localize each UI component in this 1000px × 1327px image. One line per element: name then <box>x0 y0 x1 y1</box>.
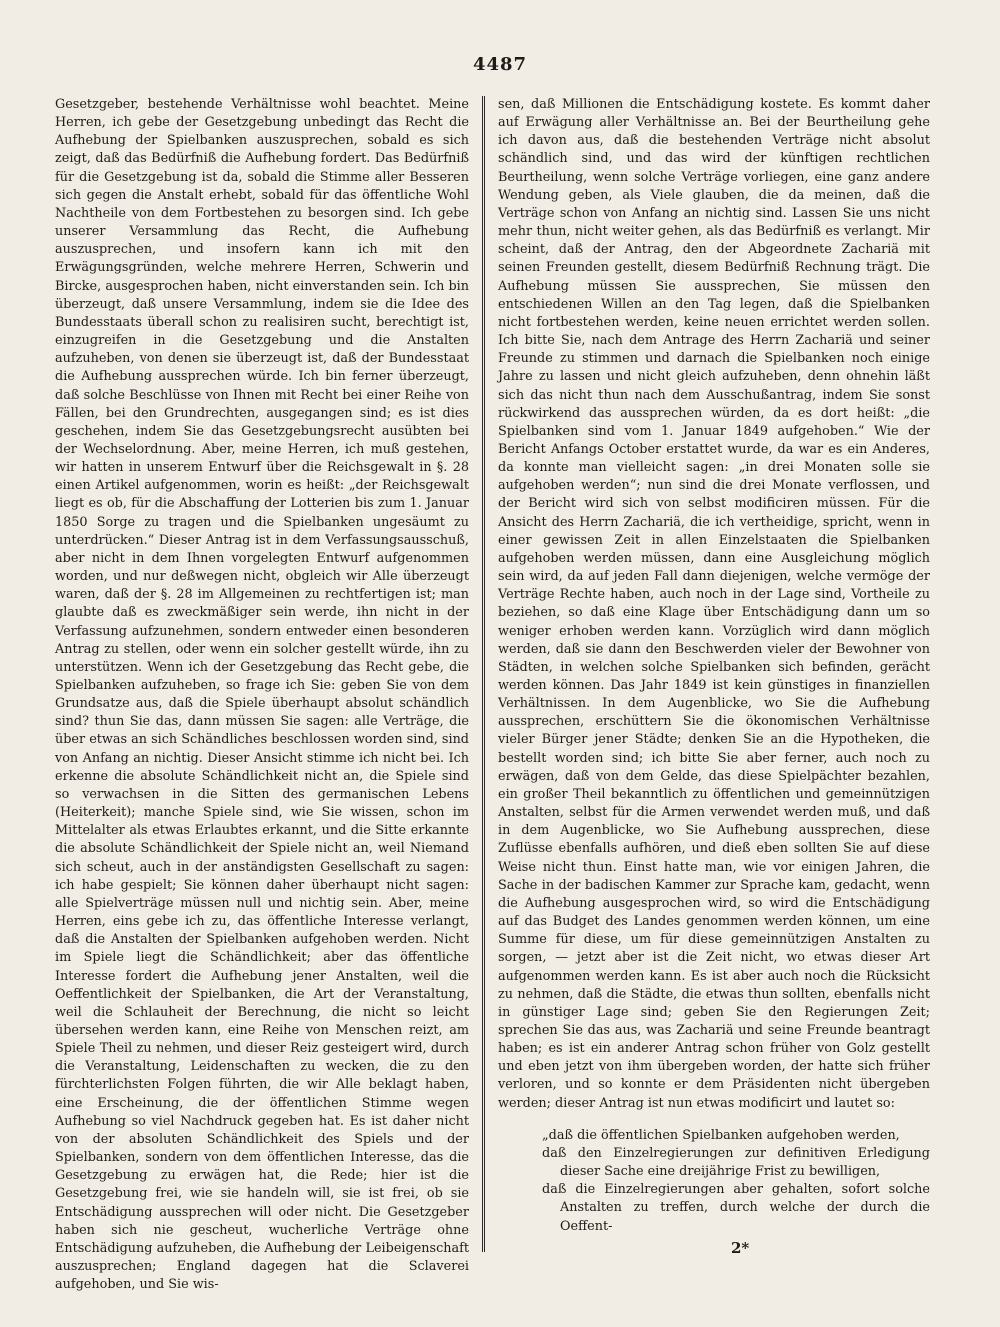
right-column <box>498 96 930 1236</box>
page-number: 4487 <box>472 54 528 75</box>
quoted-motion <box>498 1127 930 1236</box>
left-column-text: Gesetzgeber, bestehende Verhältnisse wohl beachtet. Meine Herren, ich gebe der Gesetzgebung unbedingt das Recht die Aufhebung der Spielbanken auszusprechen, sobald es sich zeigt, daß das Bedürfniß die Aufhebung fordert. Das Bedürfniß für die Gesetzgebung ist da, sobald die Stimme aller Besseren sich gegen die Anstalt erhebt, sobald für das öffentliche Wohl Nachtheile von dem Fortbestehen zu besorgen sind. Ich gebe unserer Versammlung das Recht, die Aufhebung auszusprechen, und insofern kann ich mit den Erwägungsgründen, welche mehrere Herren, Schwerin und Bircke, ausgesprochen haben, nicht einverstanden sein. Ich bin überzeugt, daß unsere Versammlung, indem sie die Idee des Bundesstaats überall schon zu realisiren sucht, berechtigt ist, einzugreifen in die Gesetzgebung und die Anstalten aufzuheben, von denen sie überzeugt ist, daß der Bundesstaat die Aufhebung aussprechen würde. Ich bin ferner überzeugt, daß solche Beschlüsse von Ihnen mit Recht bei einer Reihe von Fällen, bei den Grundrechten, ausgegangen sind; es ist dies geschehen, indem Sie das Gesetzgebungsrecht ausübten bei der Wechselordnung. Aber, meine Herren, ich muß gestehen, wir hatten in unserem Entwurf über die Reichsgewalt in §. 28 einen Artikel aufgenommen, worin es heißt: „der Reichsgewalt liegt es ob, für die Abschaffung der Lotterien bis zum 1. Januar 1850 Sorge zu tragen und die Spielbanken ungesäumt zu unterdrücken.“ Dieser Antrag ist in dem Verfassungsausschuß, aber nicht in dem Ihnen vorgelegten Entwurf aufgenommen worden, und nur deßwegen nicht, obgleich wir Alle überzeugt waren, daß der §. 28 im Allgemeinen zu rechtfertigen ist; man glaubte daß es zweckmäßiger sein werde, ihn nicht in der Verfassung aufzunehmen, sondern entweder einen besonderen Antrag zu stellen, oder wenn ein solcher gestellt würde, ihn zu unterstützen. Wenn ich der Gesetzgebung das Recht gebe, die Spielbanken aufzuheben, so frage ich Sie: geben Sie von dem Grundsatze aus, daß die Spiele überhaupt absolut schändlich sind? thun Sie das, dann müssen Sie sagen: alle Verträge, die über etwas an sich Schändliches beschlossen worden sind, sind von Anfang an nichtig. Dieser Ansicht stimme ich nicht bei. Ich erkenne die absolute Schändlichkeit nicht an, die Spiele sind so verwachsen in die Sitten des germanischen Lebens (Heiterkeit); manche Spiele sind, wie Sie wissen, schon im Mittelalter als etwas Erlaubtes erkannt, und die Sitte erkannte die absolute Schändlichkeit der Spiele nicht an, weil Niemand sich scheut, auch in der anständigsten Gesellschaft zu sagen: ich habe gespielt; Sie können daher überhaupt nicht sagen: alle Spielverträge müssen null und nichtig sein. Aber, meine Herren, eins gebe ich zu, das öffentliche Interesse verlangt, daß die Anstalten der Spielbanken aufgehoben werden. Nicht im Spiele liegt die Schändlichkeit; aber das öffentliche Interesse fordert die Aufhebung jener Anstalten, weil die Oeffentlichkeit der Spielbanken, die Art der Veranstaltung, weil die Schlauheit der Berechnung, die nicht so leicht übersehen werden kann, eine Reihe von Menschen reizt, am Spiele Theil zu nehmen, und dieser Reiz gesteigert wird, durch die Veranstaltung, Leidenschaften zu wecken, die zu den fürchterlichsten Folgen führten, die wir Alle beklagt haben, eine Erscheinung, die der öffentlichen Stimme wegen Aufhebung so viel Nachdruck gegeben hat. Es ist daher nicht von der absoluten Schändlichkeit des Spiels und der Spielbanken, sondern von dem öffentlichen Interesse, das die Gesetzgebung zu erwägen hat, die Rede; hier ist die Gesetzgebung frei, wie sie handeln will, sie ist frei, ob sie Entschädigung aussprechen will oder nicht. Die Gesetzgeber haben sich nie gescheut, wucherliche Verträge ohne Entschädigung aufzuheben, die Aufhebung der Leibeigenschaft auszusprechen; England dagegen hat die Sclaverei aufgehoben, und Sie wis- <box>55 97 469 1293</box>
right-column-text: sen, daß Millionen die Entschädigung kostete. Es kommt daher auf Erwägung aller Verhältnisse an. Bei der Beurtheilung gehe ich davon aus, daß die bestehenden Verträge nicht absolut schändlich sind, und das wird der künftigen rechtlichen Beurtheilung, wenn solche Verträge vorliegen, eine ganz andere Wendung geben, als Viele glauben, die da meinen, daß die Verträge schon von Anfang an nichtig sind. Lassen Sie uns nicht mehr thun, nicht weiter gehen, als das Bedürfniß es verlangt. Mir scheint, daß der Antrag, den der Abgeordnete Zachariä mit seinen Freunden gestellt, diesem Bedürfniß Rechnung trägt. Die Aufhebung müssen Sie aussprechen, Sie müssen den entschiedenen Willen an den Tag legen, daß die Spielbanken nicht fortbestehen werden, keine neuen errichtet werden sollen. Ich bitte Sie, nach dem Antrage des Herrn Zachariä und seiner Freunde zu stimmen und darnach die Spielbanken noch einige Jahre zu lassen und nicht gleich aufzuheben, denn ohnehin läßt sich das nicht thun nach dem Ausschußantrag, indem Sie sonst rückwirkend das aussprechen würden, da es dort heißt: „die Spielbanken sind vom 1. Januar 1849 aufgehoben.“ Wie der Bericht Anfangs October erstattet wurde, da war es ein Anderes, da konnte man vielleicht sagen: „in drei Monaten solle sie aufgehoben werden“; nun sind die drei Monate verflossen, und der Bericht wird sich von selbst modificiren müssen. Für die Ansicht des Herrn Zachariä, die ich vertheidige, spricht, wenn in einer gewissen Zeit in allen Einzelstaaten die Spielbanken aufgehoben werden müssen, dann eine Ausgleichung möglich sein wird, da auf jeden Fall dann diejenigen, welche vermöge der Verträge Rechte haben, auch noch in der Lage sind, Vortheile zu beziehen, so daß eine Klage über Entschädigung dann um so weniger erhoben werden kann. Vorzüglich wird dann möglich werden, daß sie dann den Beschwerden vieler der Bewohner von Städten, in welchen solche Spielbanken sich befinden, gerächt werden können. Das Jahr 1849 ist kein günstiges in finanziellen Verhältnissen. In dem Augenblicke, wo Sie die Aufhebung aussprechen, erschüttern Sie die ökonomischen Verhältnisse vieler Bürger jener Städte; denken Sie an die Hypotheken, die bestellt worden sind; ich bitte Sie aber ferner, auch noch zu erwägen, daß von dem Gelde, das diese Spielpächter bezahlen, ein großer Theil bekanntlich zu öffentlichen und gemeinnützigen Anstalten, selbst für die Armen verwendet werden muß, und daß in dem Augenblicke, wo Sie Aufhebung aussprechen, diese Zuflüsse ebenfalls aufhören, und dieß eben sollten Sie auf diese Weise nicht thun. Einst hatte man, wie vor einigen Jahren, die Sache in der badischen Kammer zur Sprache kam, gedacht, wenn die Aufhebung ausgesprochen wird, so wird die Entschädigung auf das Budget des Landes genommen werden können, um eine Summe für diese, um für diese gemeinnützigen Anstalten zu sorgen, — jetzt aber ist die Zeit nicht, wo etwas dieser Art aufgenommen werden kann. Es ist aber auch noch die Rücksicht zu nehmen, daß die Städte, die etwas thun sollten, ebenfalls nicht in günstiger Lage sind; geben Sie den Regierungen Zeit; sprechen Sie das aus, was Zachariä und seine Freunde beantragt haben; es ist ein anderer Antrag schon früher von Golz gestellt und eben jetzt von ihm übergeben worden, der hatte sich früher verloren, und so konnte er dem Präsidenten nicht übergeben werden; dieser Antrag ist nun etwas modificirt und lautet so: <box>498 97 930 1111</box>
quote-item-2: daß den Einzelregierungen zur definitiven Erledigung dieser Sache eine dreijährige Frist zu bewilligen, <box>542 1145 930 1180</box>
quote-item-1: „daß die öffentlichen Spielbanken aufgehoben werden, <box>542 1127 900 1143</box>
quote-item-3: daß die Einzelregierungen aber gehalten, sofort solche Anstalten zu treffen, durch welche der durch die Oeffent- <box>542 1182 930 1234</box>
signature-mark: 2* <box>731 1239 750 1257</box>
column-divider <box>482 96 485 1252</box>
left-column <box>55 96 469 1294</box>
